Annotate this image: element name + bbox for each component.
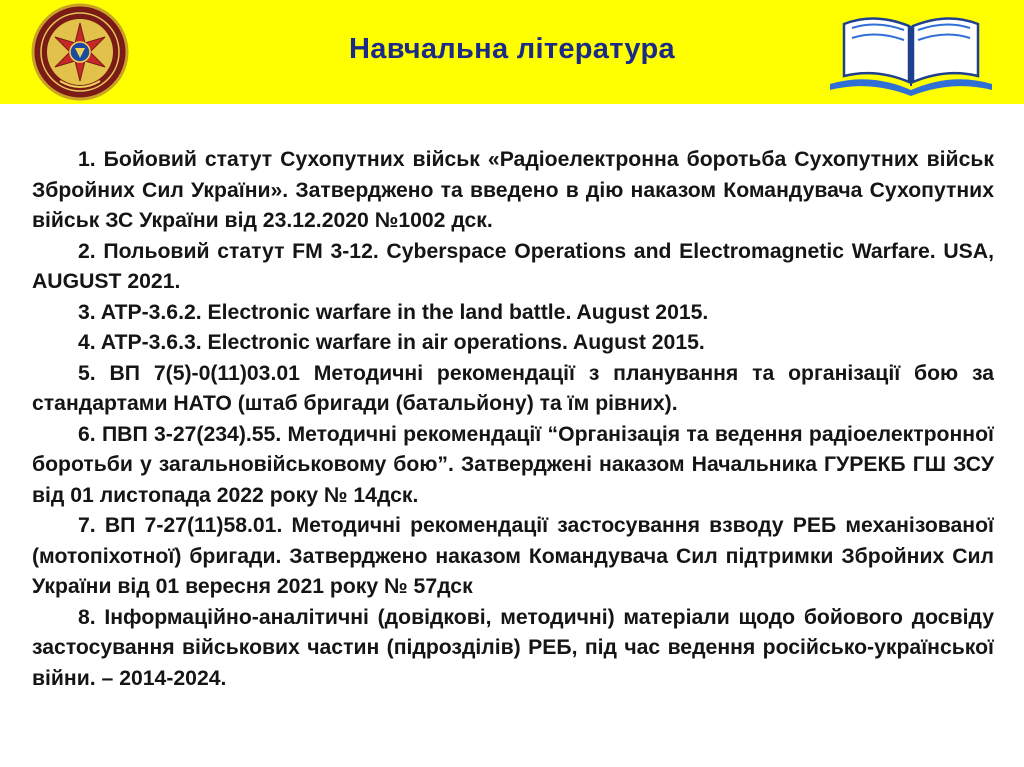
literature-item-1: 1. Бойовий статут Сухопутних військ «Радіоелектронна боротьба Сухопутних військ Збройних Сил України». Затверджено та введено в дію наказом Командувача Сухопутних військ ЗС України від 23.12.2020 №1002 дск. — [32, 148, 994, 232]
literature-item-4: 4. ATP-3.6.3. Electronic warfare in air operations. August 2015. — [78, 331, 705, 354]
literature-list — [32, 145, 994, 765]
literature-item-3: 3. ATP-3.6.2. Electronic warfare in the land battle. August 2015. — [78, 300, 709, 324]
literature-item-2: 2. Польовий статут FM 3-12. Cyberspace Operations and Electromagnetic Warfare. USA, AUGUST 2021. — [32, 239, 994, 293]
institute-emblem-icon — [30, 3, 130, 101]
literature-item-6: 6. ПВП 3-27(234).55. Методичні рекомендації “Організація та ведення радіоелектронної боротьби у загальновійськовому бою”. Затверджені наказом Начальника ГУРЕКБ ГШ ЗСУ від 01 листопада 2022 року № 14дск. — [32, 422, 994, 507]
literature-item-8: 8. Інформаційно-аналітичні (довідкові, методичні) матеріали щодо бойового досвіду застосування військових частин (підрозділів) РЕБ, під час ведення російсько-української війни. – 2014-2024. — [32, 605, 994, 690]
literature-item-5: 5. ВП 7(5)-0(11)03.01 Методичні рекомендації з планування та організації бою за стандартами НАТО (штаб бригади (батальйону) та їм рівних). — [32, 361, 994, 415]
page-title: Навчальна література — [349, 33, 675, 65]
open-book-icon — [826, 8, 996, 96]
header-bar — [0, 0, 1024, 104]
literature-item-7: 7. ВП 7-27(11)58.01. Методичні рекомендації застосування взводу РЕБ механізованої (мотопіхотної) бригади. Затверджено наказом Командувача Сил підтримки Збройних Сил України від 01 вересня 2021 року № 57дск — [32, 514, 994, 598]
